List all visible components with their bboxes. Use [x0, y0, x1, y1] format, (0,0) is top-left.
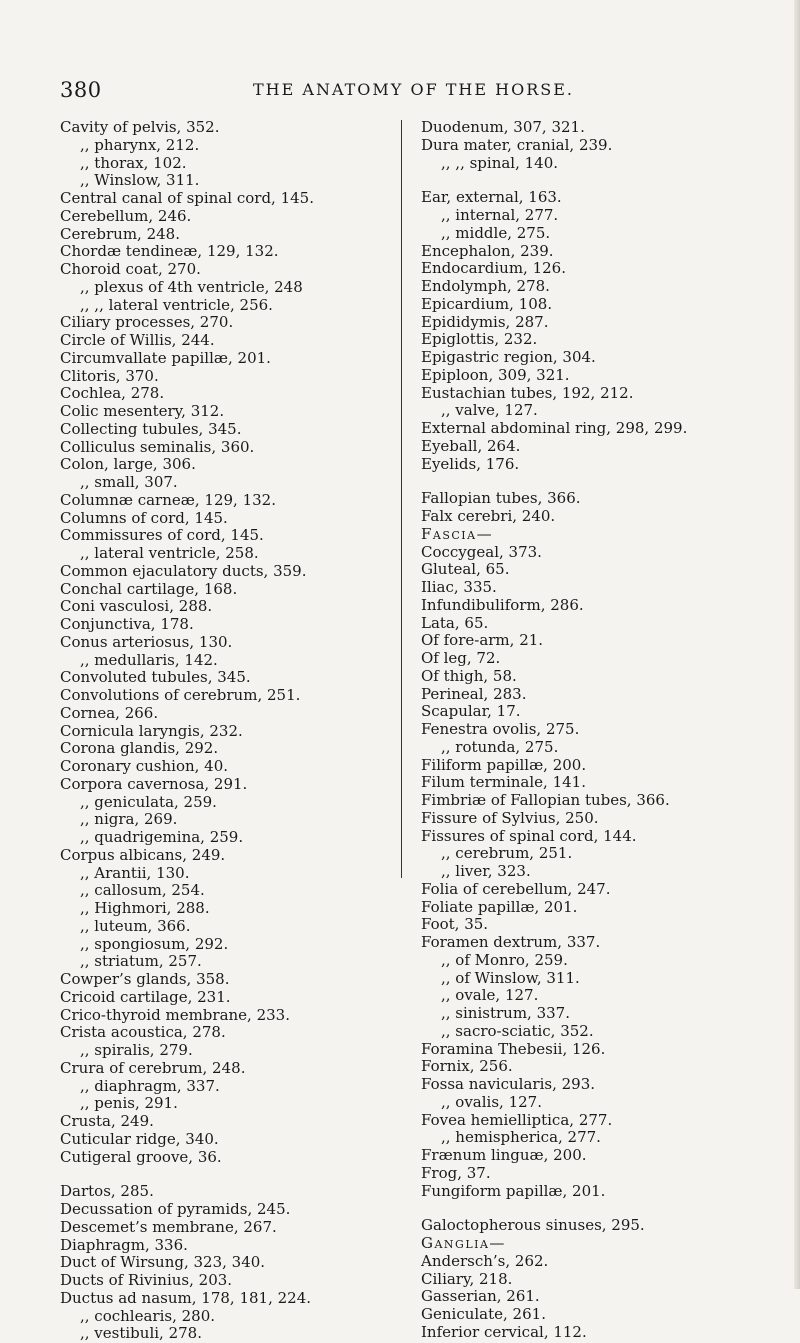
- index-subentry: ,, sinistrum, 337.: [441, 1004, 570, 1022]
- index-entry: Encephalon, 239.: [421, 241, 554, 260]
- index-entry: Of thigh, 58.: [421, 666, 517, 685]
- index-entry: Corpora cavernosa, 291.: [60, 774, 248, 793]
- index-entry: Gluteal, 65.: [421, 560, 510, 579]
- index-entry: Epiploon, 309, 321.: [421, 365, 570, 384]
- index-entry: Decussation of pyramids, 245.: [60, 1200, 291, 1218]
- index-entry: Conjunctiva, 178.: [60, 615, 194, 633]
- page-header: [0, 78, 800, 108]
- index-entry: Cricoid cartilage, 231.: [60, 987, 231, 1006]
- index-entry: Dartos, 285.: [60, 1182, 154, 1201]
- index-subentry: ,, rotunda, 275.: [441, 737, 559, 756]
- index-entry: Crico-thyroid membrane, 233.: [60, 1005, 290, 1024]
- index-entry: Ear, external, 163.: [421, 188, 562, 207]
- index-entry: Diaphragm, 336.: [60, 1235, 188, 1254]
- index-entry: Circle of Willis, 244.: [60, 331, 215, 349]
- index-entry: Cowper’s glands, 358.: [60, 970, 230, 988]
- index-entry: Epididymis, 287.: [421, 312, 549, 331]
- index-entry: Endolymph, 278.: [421, 277, 550, 295]
- index-entry: Conus arteriosus, 130.: [60, 632, 233, 651]
- index-entry: Columnæ carneæ, 129, 132.: [60, 490, 276, 509]
- index-subentry: ,, valve, 127.: [441, 401, 538, 420]
- index-entry: Colic mesentery, 312.: [60, 402, 225, 420]
- index-subentry: ,, ,, lateral ventricle, 256.: [80, 295, 273, 314]
- index-subentry: ,, Highmori, 288.: [80, 899, 210, 917]
- index-entry: Cochlea, 278.: [60, 384, 165, 403]
- index-entry: Fovea hemielliptica, 277.: [421, 1110, 613, 1129]
- section-gap: [421, 473, 687, 490]
- index-entry: Dura mater, cranial, 239.: [421, 135, 613, 154]
- index-column-left: [60, 119, 314, 1343]
- index-entry: Filiform papillæ, 200.: [421, 755, 587, 774]
- index-subentry: ,, cochlearis, 280.: [80, 1306, 216, 1325]
- index-entry: Cerebellum, 246.: [60, 206, 192, 225]
- index-entry: Cuticular ridge, 340.: [60, 1129, 219, 1148]
- index-entry: Fenestra ovolis, 275.: [421, 720, 580, 738]
- index-entry: Common ejaculatory ducts, 359.: [60, 561, 307, 580]
- index-entry: Epicardium, 108.: [421, 294, 553, 313]
- index-entry: Ciliary processes, 270.: [60, 313, 234, 332]
- index-subentry: ,, internal, 277.: [441, 206, 559, 224]
- running-title: THE ANATOMY OF THE HORSE.: [253, 80, 574, 99]
- index-entry: Fungiform papillæ, 201.: [421, 1181, 606, 1200]
- index-entry: Gasserian, 261.: [421, 1287, 540, 1306]
- index-entry: Foliate papillæ, 201.: [421, 897, 578, 916]
- index-column-right: [421, 119, 687, 1342]
- index-subentry: ,, spiralis, 279.: [80, 1041, 193, 1059]
- index-entry: Convoluted tubules, 345.: [60, 668, 251, 687]
- index-entry: Ductus ad nasum, 178, 181, 224.: [60, 1288, 312, 1307]
- index-entry: Galoctopherous sinuses, 295.: [421, 1216, 645, 1235]
- index-subentry: ,, small, 307.: [80, 473, 178, 491]
- index-subentry: ,, hemispherica, 277.: [441, 1128, 601, 1147]
- index-subentry: ,, striatum, 257.: [80, 952, 202, 971]
- index-entry: Foramina Thebesii, 126.: [421, 1039, 606, 1058]
- index-entry: Inferior cervical, 112.: [421, 1322, 587, 1341]
- column-divider: [401, 120, 402, 878]
- index-subentry: ,, thorax, 102.: [80, 153, 187, 172]
- index-entry: Cornea, 266.: [60, 703, 159, 722]
- index-subentry: ,, lateral ventricle, 258.: [80, 544, 259, 562]
- index-entry: Ganglia—: [421, 1234, 506, 1252]
- index-entry: Duodenum, 307, 321.: [421, 118, 585, 136]
- index-entry: Crura of cerebrum, 248.: [60, 1058, 246, 1077]
- index-subentry: ,, geniculata, 259.: [80, 792, 217, 811]
- index-entry: Cavity of pelvis, 352.: [60, 118, 220, 136]
- index-entry: Foot, 35.: [421, 915, 489, 934]
- index-subentry: ,, quadrigemina, 259.: [80, 828, 244, 846]
- index-entry: Fascia—: [421, 524, 494, 543]
- index-subentry: ,, nigra, 269.: [80, 810, 178, 829]
- index-subentry: ,, sacro-sciatic, 352.: [441, 1021, 594, 1040]
- index-entry: Ducts of Rivinius, 203.: [60, 1271, 233, 1289]
- index-entry: Conchal cartilage, 168.: [60, 579, 238, 598]
- index-entry: Eyelids, 176.: [421, 454, 520, 473]
- index-subentry: ,, luteum, 366.: [80, 916, 191, 935]
- index-subentry: ,, callosum, 254.: [80, 881, 205, 900]
- index-entry: Convolutions of cerebrum, 251.: [60, 686, 301, 704]
- index-entry: Epiglottis, 232.: [421, 330, 538, 349]
- index-entry: Coronary cushion, 40.: [60, 757, 229, 775]
- index-entry: Central canal of spinal cord, 145.: [60, 189, 314, 207]
- index-entry: Fornix, 256.: [421, 1057, 513, 1076]
- index-entry: Scapular, 17.: [421, 702, 521, 721]
- index-entry: Coccygeal, 373.: [421, 542, 542, 561]
- index-entry: Fossa navicularis, 293.: [421, 1075, 596, 1093]
- index-entry: External abdominal ring, 298, 299.: [421, 419, 688, 437]
- index-entry: Columns of cord, 145.: [60, 508, 228, 527]
- index-entry: Fallopian tubes, 366.: [421, 489, 581, 508]
- index-entry: Folia of cerebellum, 247.: [421, 879, 611, 898]
- index-entry: Of fore-arm, 21.: [421, 631, 544, 650]
- index-entry: Chordæ tendineæ, 129, 132.: [60, 242, 279, 261]
- index-entry: Corpus albicans, 249.: [60, 845, 226, 864]
- index-entry: Foramen dextrum, 337.: [421, 933, 601, 951]
- index-entry: Descemet’s membrane, 267.: [60, 1217, 277, 1236]
- index-entry: Commissures of cord, 145.: [60, 526, 264, 545]
- index-subentry: ,, pharynx, 212.: [80, 135, 200, 154]
- index-subentry: ,, Arantii, 130.: [80, 863, 190, 882]
- index-entry: Eustachian tubes, 192, 212.: [421, 383, 634, 402]
- index-subentry: ,, ovalis, 127.: [441, 1092, 542, 1111]
- index-subentry: ,, ovale, 127.: [441, 986, 539, 1005]
- section-gap: [421, 172, 687, 189]
- index-subentry: ,, ,, spinal, 140.: [441, 153, 559, 172]
- index-subentry: ,, spongiosum, 292.: [80, 934, 229, 953]
- index-entry: Endocardium, 126.: [421, 259, 566, 278]
- index-entry: Iliac, 335.: [421, 578, 497, 596]
- index-entry: Coni vasculosi, 288.: [60, 597, 213, 616]
- index-entry: Collecting tubules, 345.: [60, 419, 242, 438]
- index-entry: Falx cerebri, 240.: [421, 507, 556, 525]
- page-edge: [794, 0, 800, 1289]
- index-entry: Epigastric region, 304.: [421, 348, 596, 366]
- index-subentry: ,, medullaris, 142.: [80, 650, 218, 669]
- index-entry: Crusta, 249.: [60, 1112, 154, 1130]
- index-entry: Clitoris, 370.: [60, 366, 159, 385]
- index-subentry: ,, liver, 323.: [441, 862, 531, 880]
- index-entry: Colon, large, 306.: [60, 455, 196, 474]
- index-subentry: ,, vestibuli, 278.: [80, 1324, 202, 1343]
- index-subentry: ,, penis, 291.: [80, 1094, 178, 1113]
- index-subentry: ,, plexus of 4th ventricle, 248: [80, 277, 303, 296]
- section-gap: [421, 1200, 687, 1217]
- index-entry: Ciliary, 218.: [421, 1269, 513, 1288]
- index-entry: Fissures of spinal cord, 144.: [421, 826, 637, 845]
- index-subentry: ,, of Winslow, 311.: [441, 968, 580, 987]
- index-subentry: ,, of Monro, 259.: [441, 950, 568, 969]
- index-entry: Cornicula laryngis, 232.: [60, 721, 243, 740]
- index-entry: Eyeball, 264.: [421, 436, 521, 455]
- section-gap: [60, 1166, 314, 1183]
- index-entry: Geniculate, 261.: [421, 1305, 546, 1323]
- index-entry: Perineal, 283.: [421, 684, 527, 703]
- index-subentry: ,, middle, 275.: [441, 223, 551, 242]
- index-entry: Infundibuliform, 286.: [421, 595, 584, 614]
- index-entry: Frog, 37.: [421, 1163, 491, 1182]
- index-entry: Andersch’s, 262.: [421, 1251, 549, 1270]
- index-entry: Duct of Wirsung, 323, 340.: [60, 1253, 266, 1272]
- page-number: 380: [60, 78, 102, 102]
- index-entry: Fimbriæ of Fallopian tubes, 366.: [421, 791, 670, 809]
- index-entry: Of leg, 72.: [421, 649, 501, 667]
- index-entry: Frænum linguæ, 200.: [421, 1146, 587, 1164]
- index-subentry: ,, cerebrum, 251.: [441, 844, 573, 863]
- index-subentry: ,, diaphragm, 337.: [80, 1076, 220, 1095]
- index-entry: Circumvallate papillæ, 201.: [60, 348, 271, 367]
- index-entry: Cerebrum, 248.: [60, 224, 180, 243]
- index-entry: Lata, 65.: [421, 613, 489, 632]
- index-subentry: ,, Winslow, 311.: [80, 171, 200, 190]
- index-entry: Corona glandis, 292.: [60, 739, 219, 758]
- index-entry: Filum terminale, 141.: [421, 773, 586, 792]
- index-entry: Crista acoustica, 278.: [60, 1023, 226, 1042]
- index-entry: Cutigeral groove, 36.: [60, 1147, 222, 1166]
- index-entry: Colliculus seminalis, 360.: [60, 437, 255, 456]
- index-entry: Fissure of Sylvius, 250.: [421, 808, 599, 827]
- index-entry: Choroid coat, 270.: [60, 260, 201, 278]
